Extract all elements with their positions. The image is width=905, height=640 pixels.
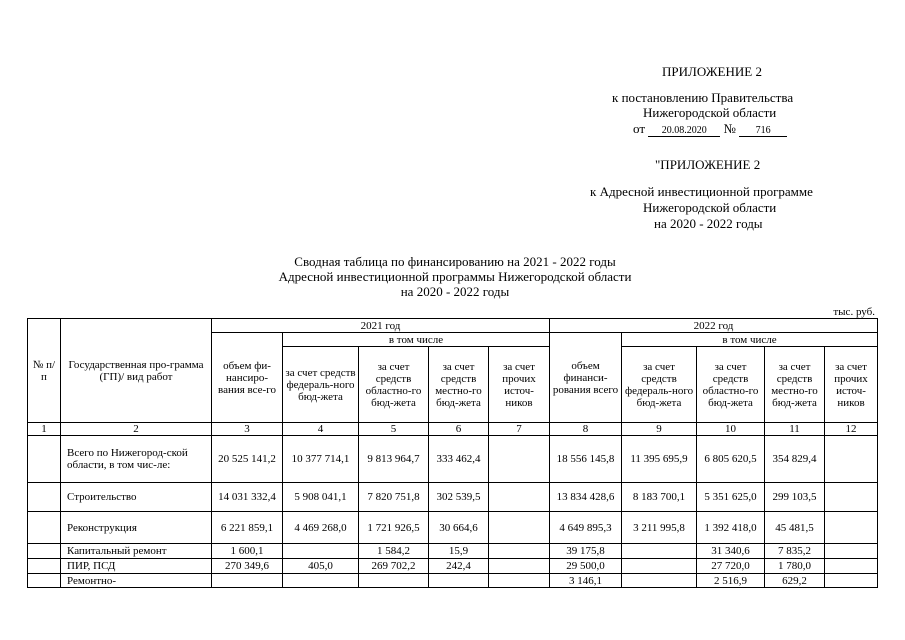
col-header-other-2022: за счет прочих источ-ников <box>825 347 878 423</box>
years-label: на 2020 - 2022 годы <box>654 216 763 231</box>
value-cell: 14 031 332,4 <box>212 483 283 512</box>
row-number-cell <box>28 512 61 544</box>
value-cell: 20 525 141,2 <box>212 436 283 483</box>
value-cell <box>622 574 697 588</box>
value-cell: 5 908 041,1 <box>283 483 359 512</box>
col-header-federal-2021: за счет средств федераль-ного бюд-жета <box>283 347 359 423</box>
value-cell: 9 813 964,7 <box>359 436 429 483</box>
value-cell <box>825 483 878 512</box>
table-row <box>28 436 878 483</box>
col-header-name: Государственная про-грамма (ГП)/ вид работ <box>61 319 212 423</box>
row-name-cell: Реконструкция <box>61 512 212 544</box>
table-row <box>28 512 878 544</box>
value-cell: 10 377 714,1 <box>283 436 359 483</box>
value-cell <box>283 574 359 588</box>
value-cell: 7 835,2 <box>765 544 825 559</box>
value-cell: 27 720,0 <box>697 559 765 574</box>
value-cell: 1 584,2 <box>359 544 429 559</box>
row-number-cell <box>28 559 61 574</box>
col-header-including-2022: в том числе <box>622 333 878 347</box>
value-cell: 1 721 926,5 <box>359 512 429 544</box>
row-name-cell: Ремонтно- <box>61 574 212 588</box>
column-number-cell: 11 <box>765 423 825 436</box>
value-cell: 405,0 <box>283 559 359 574</box>
col-header-regional-2021: за счет средств областно-го бюд-жета <box>359 347 429 423</box>
value-cell: 3 146,1 <box>550 574 622 588</box>
value-cell: 31 340,6 <box>697 544 765 559</box>
row-name-cell: Строительство <box>61 483 212 512</box>
value-cell <box>622 544 697 559</box>
value-cell: 333 462,4 <box>429 436 489 483</box>
title-line-3: на 2020 - 2022 годы <box>400 284 510 299</box>
value-cell: 629,2 <box>765 574 825 588</box>
value-cell <box>622 559 697 574</box>
col-header-local-2021: за счет средств местно-го бюд-жета <box>429 347 489 423</box>
value-cell <box>359 574 429 588</box>
value-cell <box>825 512 878 544</box>
column-number-cell: 7 <box>489 423 550 436</box>
value-cell: 18 556 145,8 <box>550 436 622 483</box>
column-number-cell: 6 <box>429 423 489 436</box>
col-header-other-2021: за счет прочих источ-ников <box>489 347 550 423</box>
value-cell: 242,4 <box>429 559 489 574</box>
value-cell <box>489 544 550 559</box>
program-label: к Адресной инвестиционной программе <box>590 184 813 199</box>
row-name-cell: ПИР, ПСД <box>61 559 212 574</box>
value-cell: 354 829,4 <box>765 436 825 483</box>
column-number-cell: 1 <box>28 423 61 436</box>
col-header-federal-2022: за счет средств федераль-ного бюд-жета <box>622 347 697 423</box>
value-cell <box>489 512 550 544</box>
value-cell: 3 211 995,8 <box>622 512 697 544</box>
value-cell: 4 649 895,3 <box>550 512 622 544</box>
column-number-cell: 5 <box>359 423 429 436</box>
value-cell: 11 395 695,9 <box>622 436 697 483</box>
column-number-cell: 8 <box>550 423 622 436</box>
table-row <box>28 544 878 559</box>
column-number-cell: 12 <box>825 423 878 436</box>
value-cell: 302 539,5 <box>429 483 489 512</box>
col-header-total-2021: объем фи-нансиро-вания все-го <box>212 333 283 423</box>
financing-table <box>27 318 878 588</box>
row-number-cell <box>28 483 61 512</box>
title-line-1: Сводная таблица по финансированию на 2021 - 2022 годы <box>294 254 616 269</box>
table-row <box>28 483 878 512</box>
value-cell: 1 392 418,0 <box>697 512 765 544</box>
row-number-cell <box>28 436 61 483</box>
value-cell: 8 183 700,1 <box>622 483 697 512</box>
value-cell: 4 469 268,0 <box>283 512 359 544</box>
value-cell: 1 600,1 <box>212 544 283 559</box>
value-cell <box>489 559 550 574</box>
value-cell: 269 702,2 <box>359 559 429 574</box>
col-header-year-2021: 2021 год <box>212 319 550 333</box>
value-cell: 299 103,5 <box>765 483 825 512</box>
col-header-year-2022: 2022 год <box>550 319 878 333</box>
value-cell <box>825 544 878 559</box>
value-cell: 7 820 751,8 <box>359 483 429 512</box>
value-cell: 15,9 <box>429 544 489 559</box>
region-label-1: Нижегородской области <box>643 105 777 120</box>
value-cell <box>489 436 550 483</box>
value-cell: 39 175,8 <box>550 544 622 559</box>
row-name-cell: Всего по Нижегород-ской области, в том чис-ле: <box>61 436 212 483</box>
resolution-label: к постановлению Правительства <box>612 90 794 105</box>
column-number-row <box>28 423 878 436</box>
value-cell <box>825 559 878 574</box>
column-number-cell: 9 <box>622 423 697 436</box>
value-cell <box>489 574 550 588</box>
from-label: от <box>633 121 646 136</box>
table-row <box>28 559 878 574</box>
value-cell <box>489 483 550 512</box>
value-cell <box>429 574 489 588</box>
value-cell: 13 834 428,6 <box>550 483 622 512</box>
value-cell <box>825 436 878 483</box>
value-cell <box>825 574 878 588</box>
appendix-title-2: "ПРИЛОЖЕНИЕ 2 <box>655 157 761 172</box>
column-number-cell: 3 <box>212 423 283 436</box>
value-cell: 5 351 625,0 <box>697 483 765 512</box>
row-name-cell: Капитальный ремонт <box>61 544 212 559</box>
table-row <box>28 574 878 588</box>
value-cell <box>212 574 283 588</box>
value-cell: 2 516,9 <box>697 574 765 588</box>
date-number-line <box>633 121 787 137</box>
column-number-cell: 4 <box>283 423 359 436</box>
resolution-number: 716 <box>739 125 787 137</box>
region-label-2: Нижегородской области <box>643 200 777 215</box>
col-header-no: № п/п <box>28 319 61 423</box>
value-cell: 1 780,0 <box>765 559 825 574</box>
value-cell: 45 481,5 <box>765 512 825 544</box>
value-cell: 6 805 620,5 <box>697 436 765 483</box>
table-title <box>150 254 760 299</box>
col-header-total-2022: объем финанси-рования всего <box>550 333 622 423</box>
units-label: тыс. руб. <box>833 306 875 318</box>
col-header-local-2022: за счет средств местно-го бюд-жета <box>765 347 825 423</box>
column-number-cell: 10 <box>697 423 765 436</box>
value-cell: 6 221 859,1 <box>212 512 283 544</box>
row-number-cell <box>28 544 61 559</box>
value-cell: 270 349,6 <box>212 559 283 574</box>
title-line-2: Адресной инвестиционной программы Нижегородской области <box>278 269 632 284</box>
value-cell <box>283 544 359 559</box>
row-number-cell <box>28 574 61 588</box>
value-cell: 30 664,6 <box>429 512 489 544</box>
column-number-cell: 2 <box>61 423 212 436</box>
value-cell: 29 500,0 <box>550 559 622 574</box>
col-header-regional-2022: за счет средств областно-го бюд-жета <box>697 347 765 423</box>
appendix-title-1: ПРИЛОЖЕНИЕ 2 <box>662 64 762 79</box>
col-header-including-2021: в том числе <box>283 333 550 347</box>
number-sign: № <box>723 121 736 136</box>
resolution-date: 20.08.2020 <box>648 125 720 137</box>
